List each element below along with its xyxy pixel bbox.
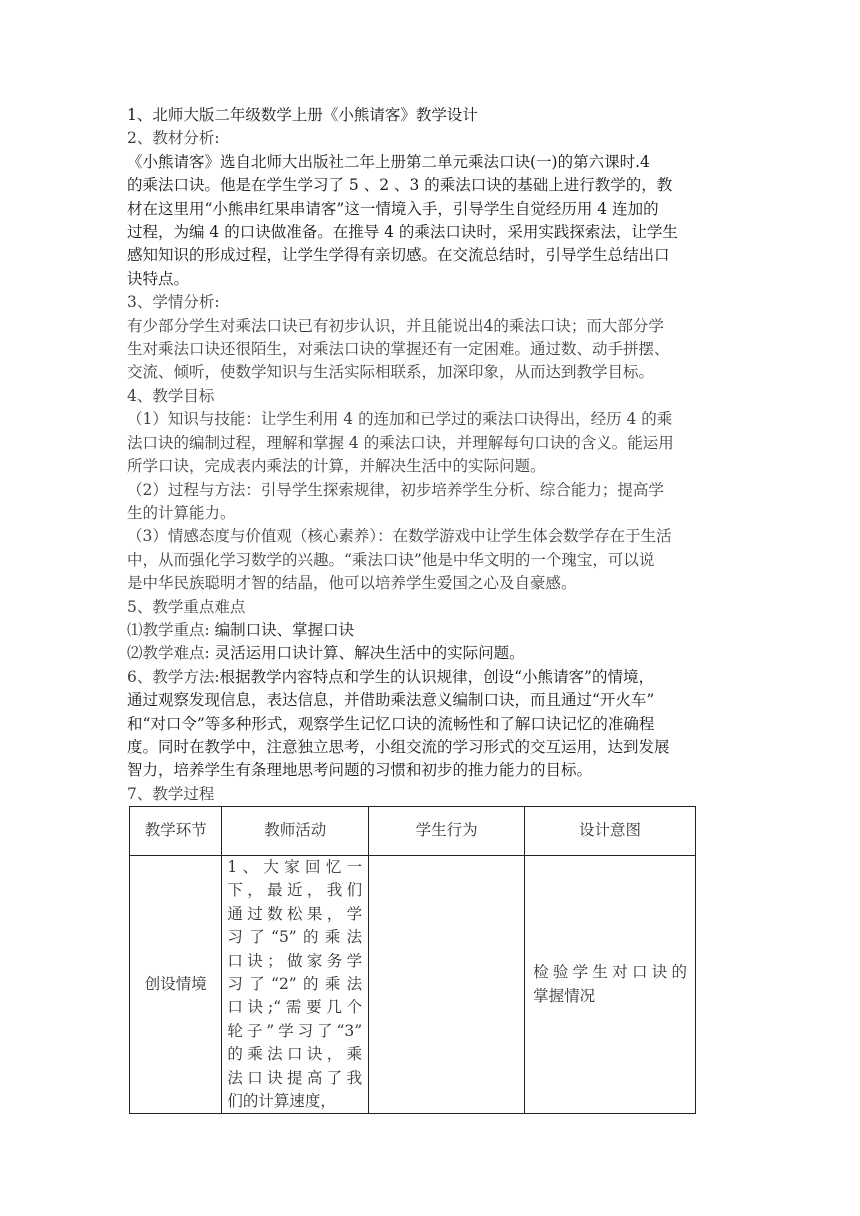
key-point-line xyxy=(127,619,729,642)
cell-line: 习了“2”的乘法 xyxy=(227,975,363,994)
method-text: 根据教学内容特点和学生的认识规律，创设“小熊请客”的情境， xyxy=(219,667,654,686)
student-behavior-cell xyxy=(369,856,525,1114)
difficulty-line xyxy=(127,642,729,665)
table-header-row xyxy=(130,807,696,856)
section-title-3: 3、学情分析: xyxy=(127,293,220,312)
paragraph-line: 通过观察发现信息，表达信息，并借助乘法意义编制口诀，而且通过“开火车” xyxy=(127,691,655,710)
paragraph-line: （3）情感态度与价值观（核心素养）：在数学游戏中让学生体会数学存在于生活 xyxy=(127,527,672,546)
paragraph-line: 《小熊请客》选自北师大出版社二年上册第二单元乘法口诀(一)的第六课时.4 xyxy=(127,152,650,171)
section-title-7: 7、教学过程 xyxy=(127,784,215,803)
method-label: 6、教学方法: xyxy=(127,667,220,686)
paragraph-line: 有少部分学生对乘法口诀已有初步认识，并且能说出4的乘法口诀；而大部分学 xyxy=(127,316,664,335)
learner-analysis-paragraph xyxy=(127,315,729,385)
paragraph-line: 是中华民族聪明才智的结晶，他可以培养学生爱国之心及自豪感。 xyxy=(127,574,577,593)
stage-cell: 创设情境 xyxy=(130,856,222,1114)
column-header: 学生行为 xyxy=(369,807,525,856)
paragraph-line: 交流、倾听，使数学知识与生活实际相联系，加深印象，从而达到教学目标。 xyxy=(127,363,655,382)
paragraph-line: 中，从而强化学习数学的兴趣。“乘法口诀”他是中华文明的一个瑰宝，可以说 xyxy=(127,550,655,569)
paragraph-line: 诀特点。 xyxy=(127,269,190,288)
cell-line: 轮子”学习了“3” xyxy=(227,1021,363,1040)
column-header: 教师活动 xyxy=(222,807,369,856)
section-title-5: 5、教学重点难点 xyxy=(127,597,246,616)
material-analysis-paragraph xyxy=(127,151,729,291)
cell-line: 口诀;“需要几个 xyxy=(227,998,363,1017)
teaching-goals xyxy=(127,408,729,595)
section-title-2: 2、教材分析: xyxy=(127,129,220,148)
teaching-method-paragraph xyxy=(127,666,729,783)
paragraph-line: 生对乘法口诀还很陌生，对乘法口诀的掌握还有一定困难。通过数、动手拼摆、 xyxy=(127,340,670,359)
cell-line: 法口诀提高了我 xyxy=(227,1068,363,1087)
teacher-activity-cell xyxy=(222,856,369,1114)
cell-line: 下，最近，我们 xyxy=(227,881,363,900)
cell-line: 掌握情况 xyxy=(533,986,596,1005)
column-header: 设计意图 xyxy=(525,807,696,856)
lesson-plan-text xyxy=(127,104,729,806)
paragraph-line xyxy=(127,666,729,689)
section-title-1: 1、北师大版二年级数学上册《小熊请客》教学设计 xyxy=(127,106,478,124)
paragraph-line: 和“对口令”等多种形式，观察学生记忆口诀的流畅性和了解口诀记忆的准确程 xyxy=(127,714,655,733)
paragraph-line: 智力，培养学生有条理地思考问题的习惯和初步的推力能力的目标。 xyxy=(127,761,593,780)
cell-line: 们的计算速度， xyxy=(227,1092,336,1111)
paragraph-line: （2）过程与方法：引导学生探索规律，初步培养学生分析、综合能力；提高学 xyxy=(127,480,664,499)
key-point-label: ⑴教学重点: xyxy=(127,620,210,639)
key-point-text: 编制口诀、掌握口诀 xyxy=(214,620,355,639)
paragraph-line: 过程，为编 4 的口诀做准备。在推导 4 的乘法口诀时，采用实践探索法，让学生 xyxy=(127,223,678,242)
paragraph-line: 材在这里用“小熊串红果串请客”这一情境入手，引导学生自觉经历用 4 连加的 xyxy=(127,199,659,218)
paragraph-line: 所学口诀，完成表内乘法的计算，并解决生活中的实际问题。 xyxy=(127,457,546,476)
paragraph-line: 感知知识的形成过程，让学生学得有亲切感。在交流总结时，引导学生总结出口 xyxy=(127,246,670,265)
paragraph-line: （1）知识与技能：让学生利用 4 的连加和已学过的乘法口诀得出，经历 4 的乘 xyxy=(127,410,673,429)
column-header: 教学环节 xyxy=(130,807,222,856)
section-title-4: 4、教学目标 xyxy=(127,386,215,405)
paragraph-line: 度。同时在教学中，注意独立思考，小组交流的学习形式的交互运用，达到发展 xyxy=(127,737,670,756)
design-intent-cell xyxy=(525,856,696,1114)
cell-line: 习了“5”的乘法 xyxy=(227,928,363,947)
paragraph-line: 生的计算能力。 xyxy=(127,503,236,522)
teaching-process-table xyxy=(129,806,696,1114)
cell-line: 检验学生对口诀的 xyxy=(533,963,687,982)
table-row xyxy=(130,856,696,1114)
paragraph-line: 法口诀的编制过程，理解和掌握 4 的乘法口诀，并理解每句口诀的含义。能运用 xyxy=(127,433,674,452)
cell-line: 口诀；做家务学 xyxy=(227,951,363,970)
cell-line: 1、大家回忆一 xyxy=(227,858,363,876)
cell-line: 的乘法口诀，乘 xyxy=(227,1045,363,1064)
difficulty-text: 灵活运用口诀计算、解决生活中的实际问题。 xyxy=(214,644,525,663)
difficulty-label: ⑵教学难点: xyxy=(127,644,210,663)
cell-line: 通过数松果，学 xyxy=(227,904,363,923)
paragraph-line: 的乘法口诀。他是在学生学习了 5 、2 、3 的乘法口诀的基础上进行教学的，教 xyxy=(127,176,673,195)
